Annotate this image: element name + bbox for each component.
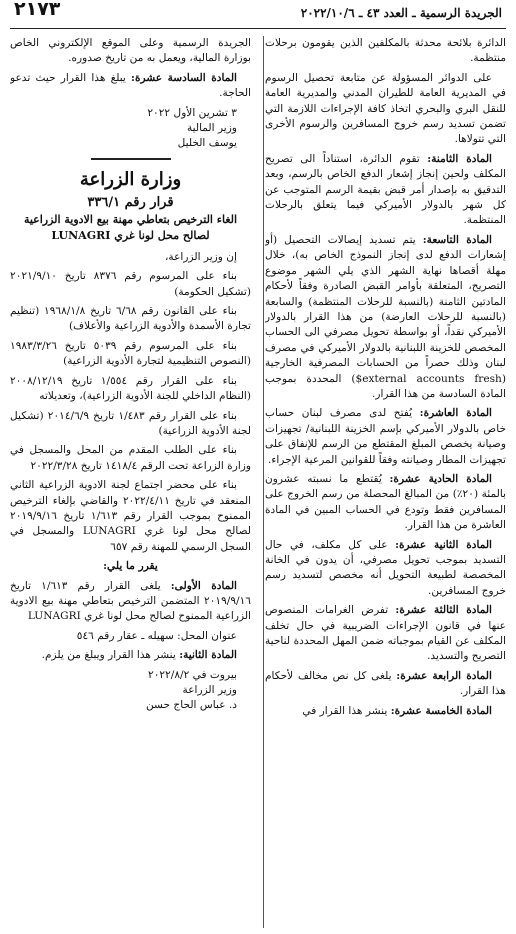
- article-heading: المادة السادسة عشرة:: [131, 71, 237, 84]
- article-heading: المادة الحادية عشرة:: [389, 472, 492, 485]
- article-text: ينشر هذا القرار في: [302, 704, 388, 717]
- basis-item: بناء على محضر اجتماع لجنة الادوية الزراعية الثاني المنعقد في تاريخ ٢٠٢٢/٤/١١ والقاضي بإلغاء الترخيص الممنوح بموجب القرار رقم ١/٦١٣ تاريخ ٢٠١٩/٩/١٦ لصالح محل لونا غري LUNAGRI والمسجل في السجل الرسمي للمهنة رقم ٦٥٧: [10, 479, 251, 553]
- minister-title: وزير الزراعة: [182, 684, 237, 696]
- page-number: ٢١٧٣: [14, 0, 61, 20]
- decree-article-1: [10, 579, 251, 625]
- paragraph: على الدوائر المسؤولة عن متابعة تحصيل الرسوم في المديرية العامة للطيران المدني والمديرية العامة للنقل البري والبحري اتخاذ كافة الإجراءات اللازمة التي تضمن تسديد رسم خروج المسافرين والرسوم الأخرى التي تتولاها.: [265, 71, 506, 146]
- signer-name: يوسف الخليل: [177, 137, 237, 150]
- article-9: [265, 233, 506, 402]
- shop-address: عنوان المحل: سهيله ـ عقار رقم ٥٤٦: [76, 629, 237, 642]
- signature-date: ٣ تشرين الأول ٢٠٢٢: [147, 106, 237, 119]
- article-heading: المادة الثالثة عشرة:: [395, 604, 492, 617]
- column-divider: [263, 36, 264, 928]
- basis-item: بناء على القرار رقم ١/٤٨٣ تاريخ ٢٠١٤/٦/٩ (تشكيل لجنة الأدوية الزراعية): [10, 409, 251, 437]
- gazette-issue-title: الجريدة الرسمية ـ العدد ٤٣ ـ ٢٠٢٢/١٠/٦: [300, 6, 502, 20]
- article-15: [265, 704, 506, 719]
- article-heading: المادة الثانية:: [179, 649, 237, 662]
- basis-item: بناء على المرسوم رقم ٨٣٧٦ تاريخ ٢٠٢١/٩/١٠ (تشكيل الحكومة): [10, 270, 251, 298]
- article-11: [265, 472, 506, 534]
- article-heading: المادة الثانية عشرة:: [395, 538, 493, 551]
- article-16: [10, 71, 251, 102]
- decree-title: الغاء الترخيص بتعاطي مهنة بيع الادوية الزراعية لصالح محل لونا غري LUNAGRI: [23, 212, 238, 242]
- basis-item: بناء على المرسوم رقم ٥٠٣٩ تاريخ ١٩٨٣/٣/٢٦ (النصوص التنظيمية لتجارة الأدوية الزراعية): [10, 339, 251, 368]
- article-12: [265, 538, 506, 600]
- article-text: يتم تسديد إيصالات التحصيل (أو إشعارات الدفع لدى إنجاز النموذج الخاص به)، خلال مهلة أقصاها نهاية الشهر الذي يلي الشهر موضوع التصريح، المتعلقة بأوامر القبض الصادرة وفقاً لأحكام المادتين الثامنة (بالنسبة للرحلات المنتظمة) والسابعة (بالنسبة للرحلات العارضة) من هذا القرار بالدولار الأميركي نقداً، أو بواسطة تحويل مصرفي الى الحساب المخصص للخزينة اللبنانية بالدولار الأميركي في مصرف لبنان وذلك حصراً من الحسابات المصرفية الخارجية (external accounts fresh$) المحددة بموجب المادة السادسة من هذا القرار.: [265, 233, 506, 400]
- article-heading: المادة الثامنة:: [427, 152, 492, 165]
- basis-item: بناء على القانون رقم ٦/٦٨ تاريخ ١٩٦٨/١/٨ (تنظيم تجارة الأسمدة والأدوية الزراعية والأعلاف): [10, 305, 251, 333]
- article-heading: المادة التاسعة:: [422, 233, 493, 246]
- article-heading: المادة العاشرة:: [419, 407, 492, 420]
- decree-article-2: [10, 648, 251, 663]
- basis-item: بناء على القرار رقم ١/٥٥٤ تاريخ ٢٠٠٨/١٢/١٩ (النظام الداخلي للجنة الأدوية الزراعية)، وتعديلاته: [10, 374, 251, 403]
- article-14: [265, 669, 506, 700]
- article-text: يلغى كل نص مخالف لأحكام هذا القرار.: [265, 669, 506, 698]
- article-heading: المادة الأولى:: [170, 579, 237, 592]
- page-header: [10, 0, 506, 29]
- article-heading: المادة الرابعة عشرة:: [396, 669, 492, 682]
- body-columns: [10, 36, 506, 928]
- article-text: يبلغ هذا القرار حيث تدعو الحاجة.: [10, 71, 251, 100]
- article-10: [265, 406, 506, 468]
- minister-name: د. عباس الحاج حسن: [145, 699, 237, 712]
- article-text: يُفتح لدى مصرف لبنان حساب خاص بالدولار الأميركي بإسم الخزينة اللبنانية/ تجهيزات وصيانة يخصص المبلغ المقتطع من الرسم للإنفاق على تجهيزات المطار وصيانته وفقاً للقوانين المرعية الإجراء.: [265, 407, 506, 466]
- paragraph: الجريدة الرسمية وعلى الموقع الإلكتروني الخاص بوزارة المالية، ويعمل به من تاريخ صدوره.: [10, 37, 251, 65]
- place-date: بيروت في ٢٠٢٢/٨/٢: [148, 668, 237, 681]
- ministry-heading: وزارة الزراعة: [79, 168, 182, 190]
- paragraph: الدائرة بلائحة محدثة بالمكلفين الذين يقومون برحلات منتظمة.: [265, 37, 506, 65]
- article-text: ينشر هذا القرار ويبلغ من يلزم.: [41, 649, 176, 662]
- article-heading: المادة الخامسة عشرة:: [390, 704, 492, 717]
- article-13: [265, 603, 506, 665]
- article-text: تقوم الدائرة، استناداً الى تصريح المكلف ولحين إنجاز إشعار الدفع الخاص بالرسم، وبعد التدقيق به بإصدار أمر قبض بقيمة الرسم المتوجب عن كل شهر بالدولار الأميركي فيما يتعلق بالرحلات المنتظمة.: [265, 152, 506, 227]
- article-text: يلغى القرار رقم ١/٦١٣ تاريخ ٢٠١٩/٩/١٦ المتضمن الترخيص بتعاطي مهنة بيع الادوية الزراعية الممنوح لصالح محل لونا غري LUNAGRI: [10, 579, 251, 623]
- right-column: [265, 36, 506, 928]
- signer-title: وزير المالية: [186, 122, 237, 135]
- decree-number: قرار رقم ٣٣٦/١: [87, 194, 174, 210]
- article-text: على كل مكلف، في حال التسديد بموجب تحويل مصرفي، أن يدون في الخانة المخصصة لطبيعة التحويل أنه مخصص لتسديد رسم خروج المسافرين.: [265, 538, 506, 597]
- article-text: يُقتطع ما نسبته عشرون بالمئة (٢٠٪) من المبالغ المحصلة من رسم الخروج على المسافرين فقط وتودع في الحساب المبين في المادة العاشرة من هذا القرار.: [265, 472, 506, 532]
- basis-item: بناء على الطلب المقدم من المحل والمسجل في وزارة الزراعة تحت الرقم ١٤١٨/٤ تاريخ ٢٠٢٢/٣/٢٨: [10, 444, 251, 472]
- paragraph: إن وزير الزراعة،: [165, 250, 237, 263]
- left-column: [10, 36, 251, 928]
- article-8: [265, 152, 506, 229]
- article-text: تفرض الغرامات المنصوص عنها في قانون الإجراءات الضريبية في حال تخلف المكلف عن القيام بموجباته ضمن المهل المحددة لناحية التصريح والتسديد.: [265, 604, 506, 663]
- decides-heading: يقرر ما يلي:: [103, 560, 158, 573]
- section-divider: [91, 158, 171, 160]
